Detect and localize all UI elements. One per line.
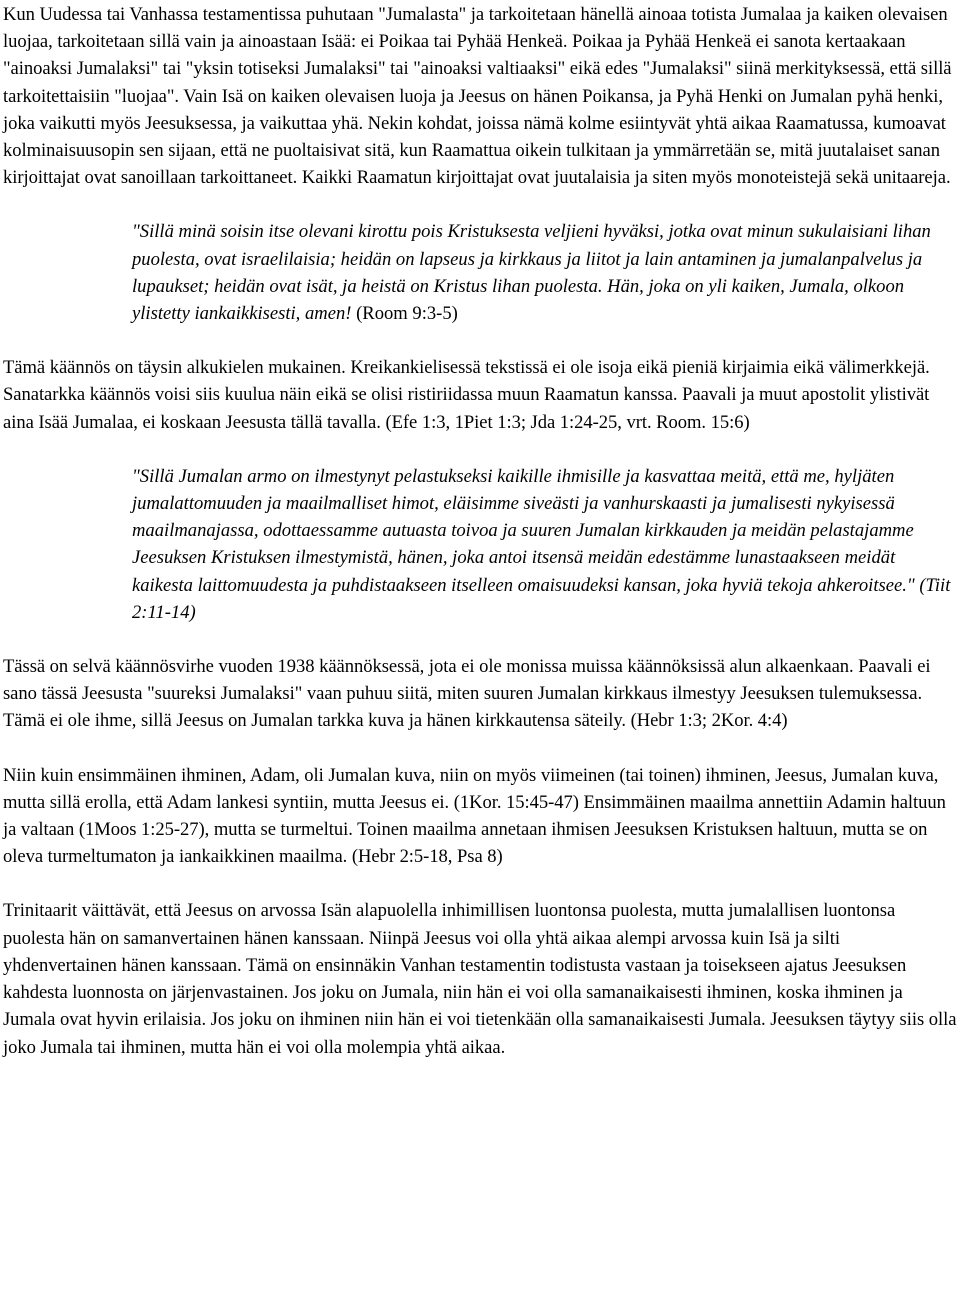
paragraph-trinitarians: Trinitaarit väittävät, että Jeesus on arvossa Isän alapuolella inhimillisen luontonsa puolesta, mutta jumalallisen luontonsa puolesta hän on samanvertainen hänen kanssaan. Niinpä Jeesus voi olla yhtä aikaa alempi arvossa kuin Isä ja silti yhdenvertainen hänen kanssaan. Tämä on ensinnäkin Vanhan testamentin todistusta vastaan ja toisekseen ajatus Jeesuksen kahdesta luonnosta on järjenvastainen. Jos joku on Jumala, niin hän ei voi olla samanaikaisesti ihminen, koska ihminen ja Jumala ovat hyvin erilaisia. Jos joku on ihminen niin hän ei voi tietenkään olla samanaikaisesti Jumala. Jeesuksen täytyy siis olla joko Jumala tai ihminen, mutta hän ei voi olla molempia yhtä aikaa. (3, 900, 957, 1058)
quote-titus (132, 463, 956, 626)
quote-romans-text: "Sillä minä soisin itse olevani kirottu pois Kristuksesta veljieni hyväksi, jotka ovat minun sukulaisiani lihan puolesta, ovat israelilaisia; heidän on lapseus ja kirkkaus ja liitot ja lain antaminen ja jumalanpalvelus ja lupaukset; heidän ovat isät, ja heistä on Kristus lihan puolesta. Hän, joka on yli kaiken, Jumala, olkoon ylistetty iankaikkisesti, amen! (132, 221, 931, 325)
paragraph-translation-note: Tämä käännös on täysin alkukielen mukainen. Kreikankielisessä tekstissä ei ole isoja eikä pieniä kirjaimia eikä välimerkkejä. Sanatarkka käännös voisi siis kuulua näin eikä se olisi ristiriidassa muun Raamatun kanssa. Paavali ja muut apostolit ylistivät aina Isää Jumalaa, ei koskaan Jeesusta tällä tavalla. (Efe 1:3, 1Piet 1:3; Jda 1:24-25, vrt. Room. 15:6) (3, 357, 930, 433)
quote-titus-text: "Sillä Jumalan armo on ilmestynyt pelastukseksi kaikille ihmisille ja kasvattaa meitä, että me, hyljäten jumalattomuuden ja maailmalliset himot, eläisimme siveästi ja vanhurskaasti ja jumalisesti nykyisessä maailmanajassa, odottaessamme autuasta toivoa ja suuren Jumalan kirkkauden ja meidän pelastajamme Jeesuksen Kristuksen ilmestymistä, hänen, joka antoi itsensä meidän edestämme lunastaakseen meidät kaikesta laittomuudesta ja puhdistaakseen itselleen omaisuudeksi kansan, joka hyviä tekoja ahkeroitsee." (Tiit 2:11-14) (132, 465, 951, 623)
quote-romans (132, 218, 956, 327)
quote-romans-reference: (Room 9:3-5) (351, 303, 458, 325)
paragraph-translation-error: Tässä on selvä käännösvirhe vuoden 1938 käännöksessä, jota ei ole monissa muissa käännöksissä alun alkaenkaan. Paavali ei sano tässä Jeesusta "suureksi Jumalaksi" vaan puhuu siitä, miten suuren Jumalan kirkkaus ilmestyy Jeesuksen tulemuksessa. Tämä ei ole ihme, sillä Jeesus on Jumalan tarkka kuva ja hänen kirkkautensa säteily. (Hebr 1:3; 2Kor. 4:4) (3, 656, 931, 732)
paragraph-adam-jesus: Niin kuin ensimmäinen ihminen, Adam, oli Jumalan kuva, niin on myös viimeinen (tai toinen) ihminen, Jeesus, Jumalan kuva, mutta sillä erolla, että Adam lankesi syntiin, mutta Jeesus ei. (1Kor. 15:45-47) Ensimmäinen maailma annettiin Adamin haltuun ja valtaan (1Moos 1:25-27), mutta se turmeltui. Toinen maailma annetaan ihmisen Jeesuksen Kristuksen haltuun, mutta se on oleva turmeltumaton ja iankaikkinen maailma. (Hebr 2:5-18, Psa 8) (3, 764, 946, 868)
paragraph-intro: Kun Uudessa tai Vanhassa testamentissa puhutaan "Jumalasta" ja tarkoitetaan hänellä ainoaa totista Jumalaa ja kaiken olevaisen luojaa, tarkoitetaan sillä vain ja ainoastaan Isää: ei Poikaa tai Pyhää Henkeä. Poikaa ja Pyhää Henkeä ei sanota kertaakaan "ainoaksi Jumalaksi" tai "yksin totiseksi Jumalaksi" tai "ainoaksi valtiaaksi" eikä edes "Jumalaksi" siinä merkityksessä, että sillä tarkoitettaisiin "luojaa". Vain Isä on kaiken olevaisen luoja ja Jeesus on hänen Poikansa, ja Pyhä Henki on Jumalan pyhä henki, joka vaikutti myös Jeesuksessa, ja vaikuttaa yhä. Nekin kohdat, joissa nämä kolme esiintyvät yhtä aikaa Raamatussa, kumoavat kolminaisuusopin sen sijaan, että ne puoltaisivat sitä, kun Raamattua oikein tulkitaan ja ymmärretään se, mitä juutalaiset sanan kirjoittajat ovat sanoillaan tarkoittaneet. Kaikki Raamatun kirjoittajat ovat juutalaisia ja siten myös monoteistejä sekä unitaareja. (3, 4, 952, 189)
